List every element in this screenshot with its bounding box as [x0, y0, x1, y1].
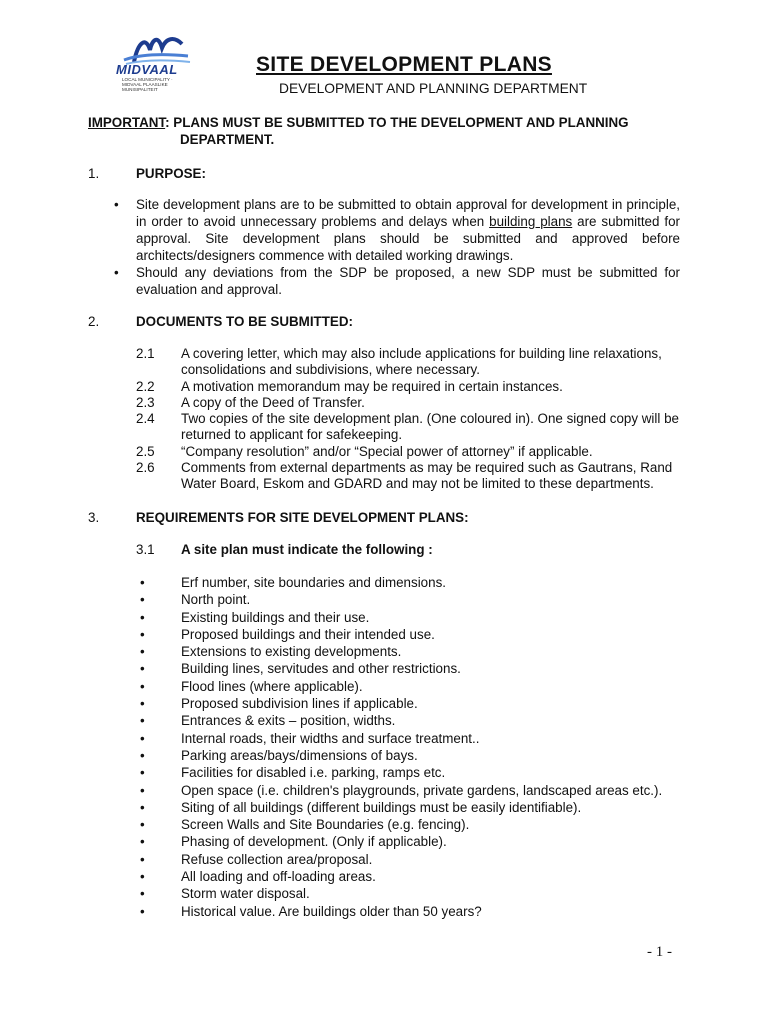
- logo-subtext: LOCAL MUNICIPALITY · MIDVAAL PLAASLIKE MUNISIPALITEIT: [122, 77, 173, 92]
- item-text: A covering letter, which may also include applications for building line relaxations, consolidations and subdivisions, where necessary.: [181, 346, 662, 378]
- section-heading: PURPOSE:: [136, 166, 206, 181]
- list-item: [136, 411, 681, 444]
- section-heading: DOCUMENTS TO BE SUBMITTED:: [136, 314, 353, 329]
- documents-list: [136, 346, 681, 493]
- item-number: 2.1: [136, 346, 155, 361]
- list-item: • Entrances & exits – position, widths.: [136, 712, 696, 729]
- important-text-line2: DEPARTMENT.: [180, 132, 275, 147]
- list-item: • Proposed subdivision lines if applicable.: [136, 695, 696, 712]
- list-item: [136, 346, 681, 379]
- list-item: • Open space (i.e. children's playgrounds, private gardens, landscaped areas etc.).: [136, 782, 696, 799]
- subsection-heading: A site plan must indicate the following :: [181, 542, 433, 557]
- logo-graphic-icon: [116, 32, 196, 66]
- important-notice: [88, 115, 629, 130]
- bullet-text: Site development plans are to be submitted to obtain approval for development in principle, in order to avoid unnecessary problems and delays when: [136, 197, 680, 229]
- list-item: [136, 460, 681, 493]
- list-item: [136, 395, 681, 411]
- section-number: 2.: [88, 314, 100, 329]
- list-item: • North point.: [136, 591, 696, 608]
- list-item: • Proposed buildings and their intended use.: [136, 626, 696, 643]
- logo-wordmark: MIDVAAL: [116, 62, 178, 77]
- item-text: A motivation memorandum may be required in certain instances.: [181, 378, 563, 394]
- list-item: • Flood lines (where applicable).: [136, 678, 696, 695]
- building-plans-text: building plans: [489, 214, 573, 229]
- list-item: • Screen Walls and Site Boundaries (e.g. fencing).: [136, 816, 696, 833]
- important-text-line1: : PLANS MUST BE SUBMITTED TO THE DEVELOPMENT AND PLANNING: [165, 115, 629, 130]
- document-subtitle: DEVELOPMENT AND PLANNING DEPARTMENT: [279, 81, 588, 96]
- list-item: [136, 379, 681, 395]
- item-text: “Company resolution” and/or “Special power of attorney” if applicable.: [181, 443, 593, 459]
- page-number: - 1 -: [647, 944, 672, 960]
- midvaal-logo: [116, 32, 196, 94]
- item-text: Two copies of the site development plan. (One coloured in). One signed copy will be returned to applicant for safekeeping.: [181, 411, 679, 443]
- item-text: A copy of the Deed of Transfer.: [181, 394, 365, 410]
- bullet-text: Should any deviations from the SDP be proposed, a new SDP must be submitted for evaluation and approval.: [136, 265, 680, 297]
- list-item: • Existing buildings and their use.: [136, 609, 696, 626]
- list-item: [114, 196, 680, 264]
- list-item: • Historical value. Are buildings older than 50 years?: [136, 903, 696, 920]
- item-number: 2.3: [136, 394, 155, 410]
- bullet-text: are submitted for approval. Site development plans should be submitted and approved before architects/designers commence with detailed working drawings.: [136, 214, 680, 263]
- subsection-number: 3.1: [136, 542, 155, 557]
- list-item: • Erf number, site boundaries and dimensions.: [136, 574, 696, 591]
- section-heading: REQUIREMENTS FOR SITE DEVELOPMENT PLANS:: [136, 510, 469, 525]
- list-item: • Phasing of development. (Only if applicable).: [136, 833, 696, 850]
- list-item: • Storm water disposal.: [136, 885, 696, 902]
- list-item: [136, 444, 681, 460]
- important-label: IMPORTANT: [88, 115, 166, 130]
- item-number: 2.6: [136, 460, 155, 476]
- section-number: 1.: [88, 166, 100, 181]
- list-item: • Building lines, servitudes and other restrictions.: [136, 660, 696, 677]
- document-title: SITE DEVELOPMENT PLANS: [256, 53, 552, 76]
- item-number: 2.2: [136, 378, 155, 394]
- list-item: • Internal roads, their widths and surface treatment..: [136, 730, 696, 747]
- list-item: • Extensions to existing developments.: [136, 643, 696, 660]
- list-item: • Refuse collection area/proposal.: [136, 851, 696, 868]
- item-number: 2.4: [136, 411, 155, 427]
- section-number: 3.: [88, 510, 100, 525]
- list-item: • Siting of all buildings (different buildings must be easily identifiable).: [136, 799, 696, 816]
- list-item: [114, 264, 680, 298]
- purpose-bullet-list: [114, 196, 680, 298]
- list-item: • All loading and off-loading areas.: [136, 868, 696, 885]
- list-item: • Facilities for disabled i.e. parking, ramps etc.: [136, 764, 696, 781]
- item-text: Comments from external departments as may be required such as Gautrans, Rand Water Board, Eskom and GDARD and may not be limited to these departments.: [181, 460, 673, 492]
- requirements-list: [136, 574, 696, 920]
- item-number: 2.5: [136, 443, 155, 459]
- list-item: • Parking areas/bays/dimensions of bays.: [136, 747, 696, 764]
